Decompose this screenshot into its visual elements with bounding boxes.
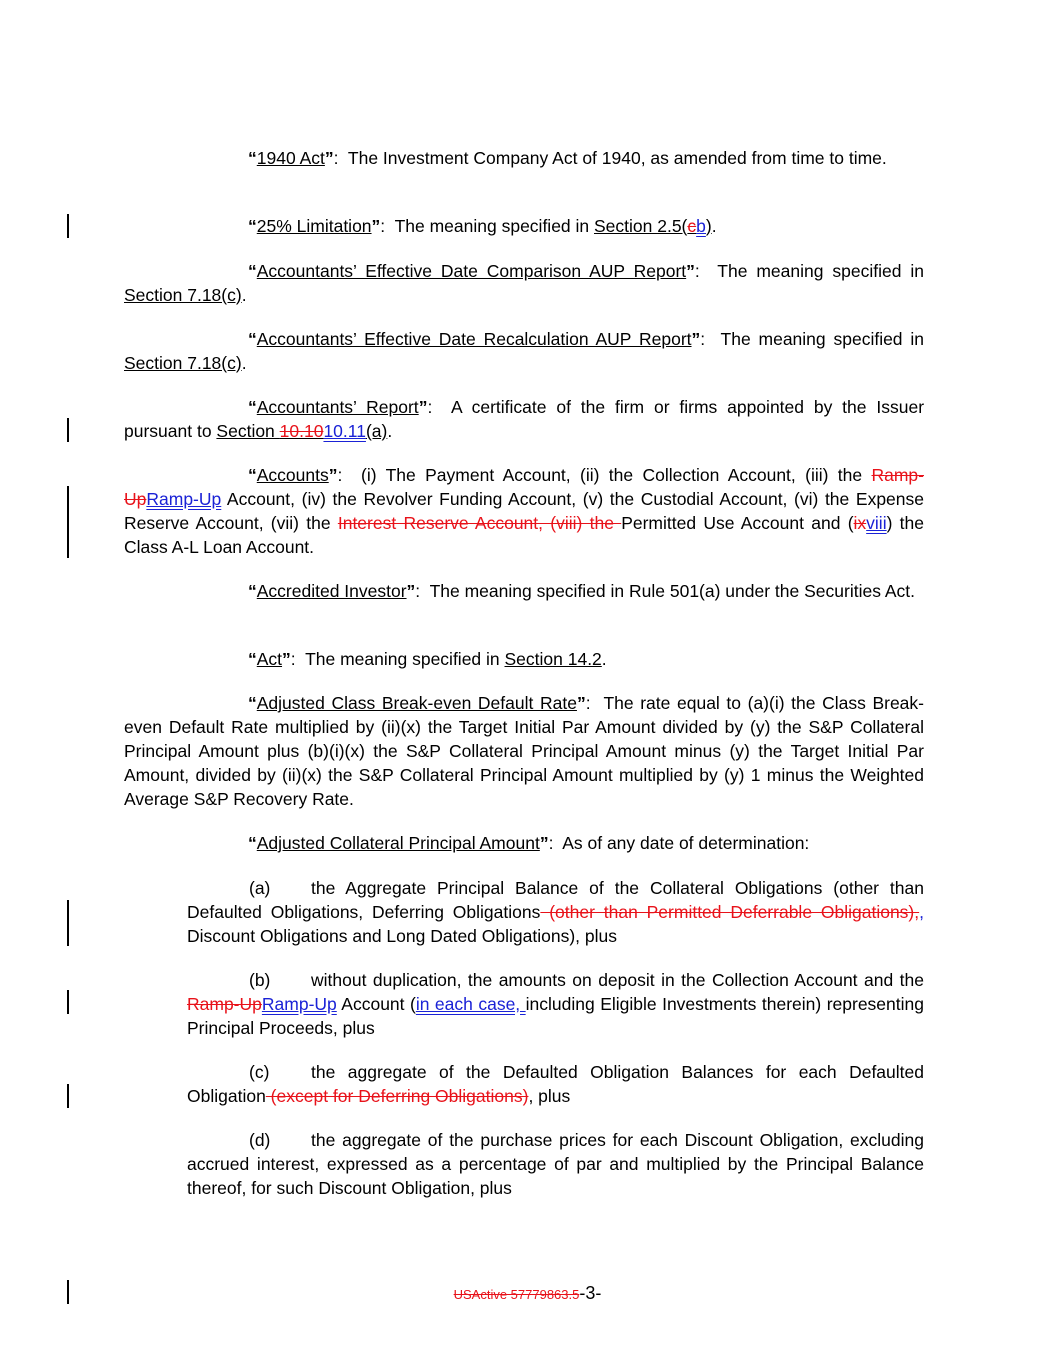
deleted-text: 10.10 [279,421,324,441]
defined-term: 25% Limitation [256,216,372,236]
page-footer [0,1281,1055,1307]
defined-term: 1940 Act [256,148,325,168]
page-number: -3- [579,1283,602,1303]
deleted-text: c [687,216,697,236]
clause-label: (a) [249,878,271,898]
inserted-text: Ramp-Up [146,489,222,509]
definition-accredited-investor: “Accredited Investor”: The meaning specified in Rule 501(a) under the Securities Act. [248,581,915,601]
clause-label: (c) [249,1062,270,1082]
definition-1940-act: “1940 Act”: The Investment Company Act of 1940, as amended from time to time. [248,148,887,168]
section-reference[interactable]: Section 14.2 [504,649,602,669]
section-reference[interactable]: Section 7.18(c) [124,353,242,373]
definition-adjusted-break-even: “Adjusted Class Break-even Default Rate”: The rate equal to (a)(i) the Class Break-even Default Rate multiplied by (ii)(x) the Target Initial Par Amount divided by (y) the S&P Collateral Principal Amount plus (b)(i)(x) the S&P Collateral Principal Amount minus (y) the Target Initial Par Amount, divided by (ii)(x) the S&P Collateral Principal Amount multiplied by (y) 1 minus the Weighted Average S&P Recovery Rate. [124,693,924,809]
change-bar [67,1084,69,1108]
clause-label: (b) [249,970,271,990]
definition-aup-recalculation: “Accountants’ Effective Date Recalculation AUP Report”: The meaning specified in Section 7.18(c). [124,329,925,373]
defined-term: Adjusted Class Break-even Default Rate [256,693,577,713]
inserted-text: Ramp-Up [261,994,337,1014]
inserted-text: viii [866,513,887,533]
definition-adjusted-collateral: “Adjusted Collateral Principal Amount”: As of any date of determination: [248,833,810,853]
clause-d: (d) the aggregate of the purchase prices for each Discount Obligation, excluding accrued interest, expressed as a percentage of par and multiplied by the Principal Balance thereof, for such Discount Obligation, plus [187,1130,924,1198]
document-id-stamp: USActive 57779863.5 [453,1287,580,1302]
clause-a: (a) the Aggregate Principal Balance of the Collateral Obligations (other than Defaulted Obligations, Deferring Obligations (other than Permitted Deferrable Obligations),, Discount Obligations and Long Dated Obligations), plus [187,878,924,946]
deleted-text: (other than Permitted Deferrable Obligations), [540,902,920,922]
clause-b: (b) without duplication, the amounts on deposit in the Collection Account and the Ramp-UpRamp-Up Account (in each case, including Eligible Investments therein) representing Principal Proceeds, plus [187,970,924,1038]
section-reference[interactable]: Section 2.5(cb) [594,216,712,236]
change-bar [67,418,69,442]
defined-term: Accountants’ Report [256,397,419,417]
deleted-text: (except for Deferring Obligations) [265,1086,529,1106]
section-reference[interactable]: Section 10.1010.11(a) [216,421,388,441]
definition-act: “Act”: The meaning specified in Section 14.2. [248,649,607,669]
inserted-text: , [919,902,924,922]
inserted-text: in each case, [415,994,526,1014]
defined-term: Accounts [256,465,329,485]
definition-accounts: “Accounts”: (i) The Payment Account, (ii) the Collection Account, (iii) the Ramp-UpRamp-Up Account, (iv) the Revolver Funding Account, (v) the Custodial Account, (vi) the Expense Reserve Account, (vii) the Interest Reserve Account, (viii) the Permitted Use Account and (ixviii) the Class A-L Loan Account. [124,465,925,557]
change-bar [67,214,69,238]
defined-term: Act [256,649,283,669]
defined-term: Accredited Investor [256,581,407,601]
definition-25-limitation: “25% Limitation”: The meaning specified in Section 2.5(cb). [248,216,717,236]
clause-label: (d) [249,1130,271,1150]
deleted-text: Ramp-Up [187,994,262,1014]
definition-aup-comparison: “Accountants’ Effective Date Comparison AUP Report”: The meaning specified in Section 7.18(c). [124,261,924,305]
change-bar [67,900,69,946]
deleted-text: ix [853,513,867,533]
deleted-text: Ramp-Up [124,465,924,509]
change-bar [67,486,69,558]
defined-term: Accountants’ Effective Date Recalculation AUP Report [256,329,692,349]
clause-c: (c) the aggregate of the Defaulted Obligation Balances for each Defaulted Obligation (except for Deferring Obligations), plus [187,1062,924,1106]
inserted-text: b [696,216,706,236]
section-reference[interactable]: Section 7.18(c) [124,285,242,305]
definition-accountants-report: “Accountants’ Report”: A certificate of the firm or firms appointed by the Issuer pursuant to Section 10.1010.11(a). [124,397,925,441]
defined-term: Accountants’ Effective Date Comparison AUP Report [256,261,687,281]
defined-term: Adjusted Collateral Principal Amount [256,833,540,853]
change-bar [67,990,69,1014]
deleted-text: Interest Reserve Account, (viii) the [337,513,622,533]
inserted-text: 10.11 [323,421,366,441]
